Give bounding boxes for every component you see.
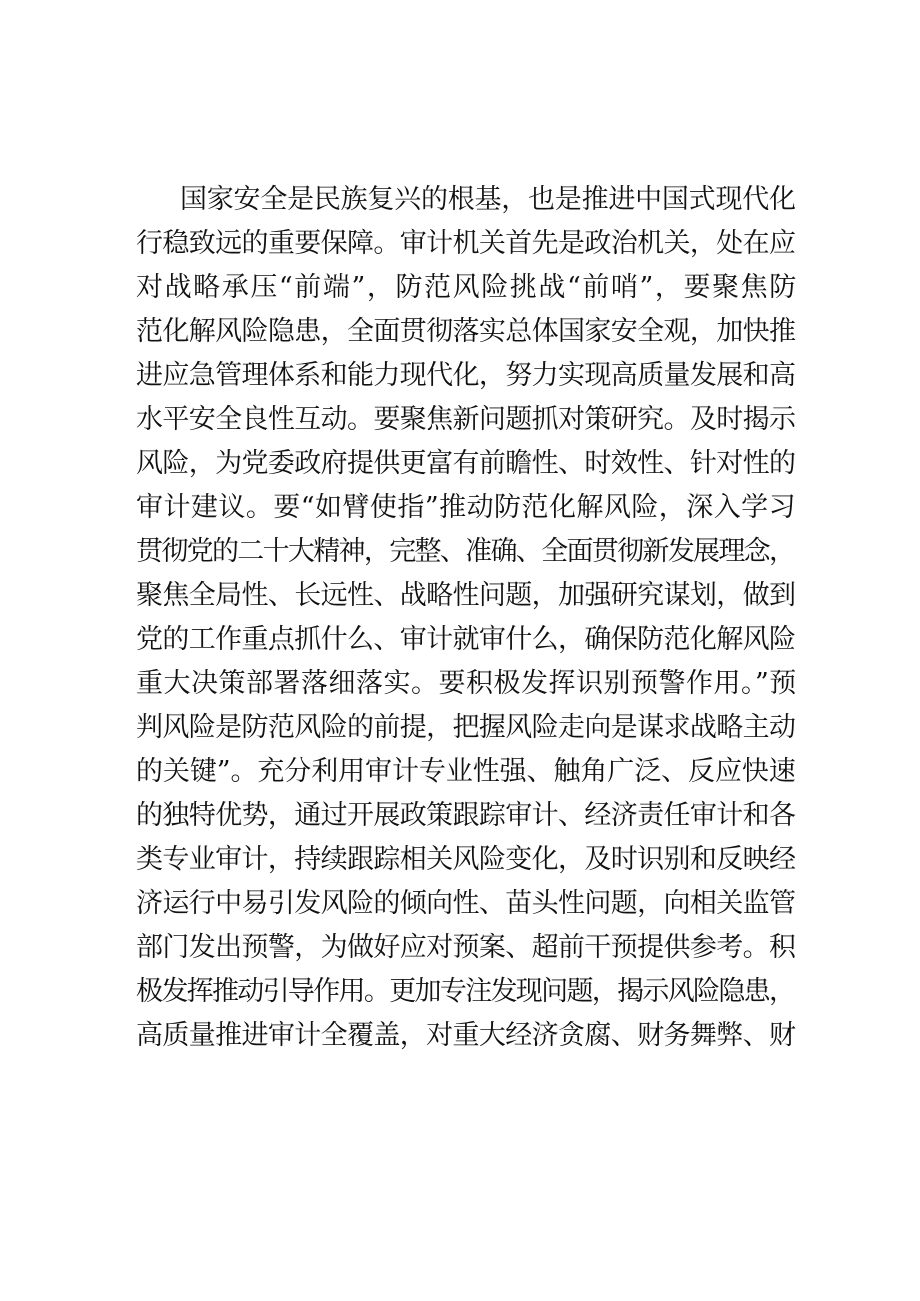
text-line: 部门发出预警，为做好应对预案、超前干预提供参考。积 [136,932,796,963]
text-line: 判风险是防范风险的前提，把握风险走向是谋求战略主动 [136,712,796,743]
text-line: 进应急管理体系和能力现代化，努力实现高质量发展和高 [136,360,796,391]
text-line: 济运行中易引发风险的倾向性、苗头性问题，向相关监管 [136,888,796,919]
text-line: 贯彻党的二十大精神，完整、准确、全面贯彻新发展理念， [136,536,795,567]
text-line: 重大决策部署落细落实。要积极发挥识别预警作用。”预 [136,668,797,699]
text-line: 范化解风险隐患，全面贯彻落实总体国家安全观，加快推 [136,316,796,347]
text-line: 审计建议。要“如臂使指”推动防范化解风险，深入学习 [136,492,797,523]
text-line: 的独特优势，通过开展政策跟踪审计、经济责任审计和各 [136,800,796,831]
text-line: 风险，为党委政府提供更富有前瞻性、时效性、针对性的 [136,448,796,479]
text-line: 党的工作重点抓什么、审计就审什么，确保防范化解风险 [136,624,796,655]
text-line: 对战略承压“前端”，防范风险挑战“前哨”，要聚焦防 [136,272,798,303]
text-line: 行稳致远的重要保障。审计机关首先是政治机关，处在应 [136,228,796,259]
text-line: 国家安全是民族复兴的根基，也是推进中国式现代化 [180,184,796,215]
text-line: 水平安全良性互动。要聚焦新问题抓对策研究。及时揭示 [136,404,796,435]
text-line: 极发挥推动引导作用。更加专注发现问题，揭示风险隐患， [136,976,795,1007]
text-line: 的关键”。充分利用审计专业性强、触角广泛、反应快速 [136,756,796,787]
text-line: 类专业审计，持续跟踪相关风险变化，及时识别和反映经 [136,844,796,875]
text-line: 聚焦全局性、长远性、战略性问题，加强研究谋划，做到 [136,580,796,611]
text-line: 高质量推进审计全覆盖，对重大经济贪腐、财务舞弊、财 [136,1020,796,1051]
